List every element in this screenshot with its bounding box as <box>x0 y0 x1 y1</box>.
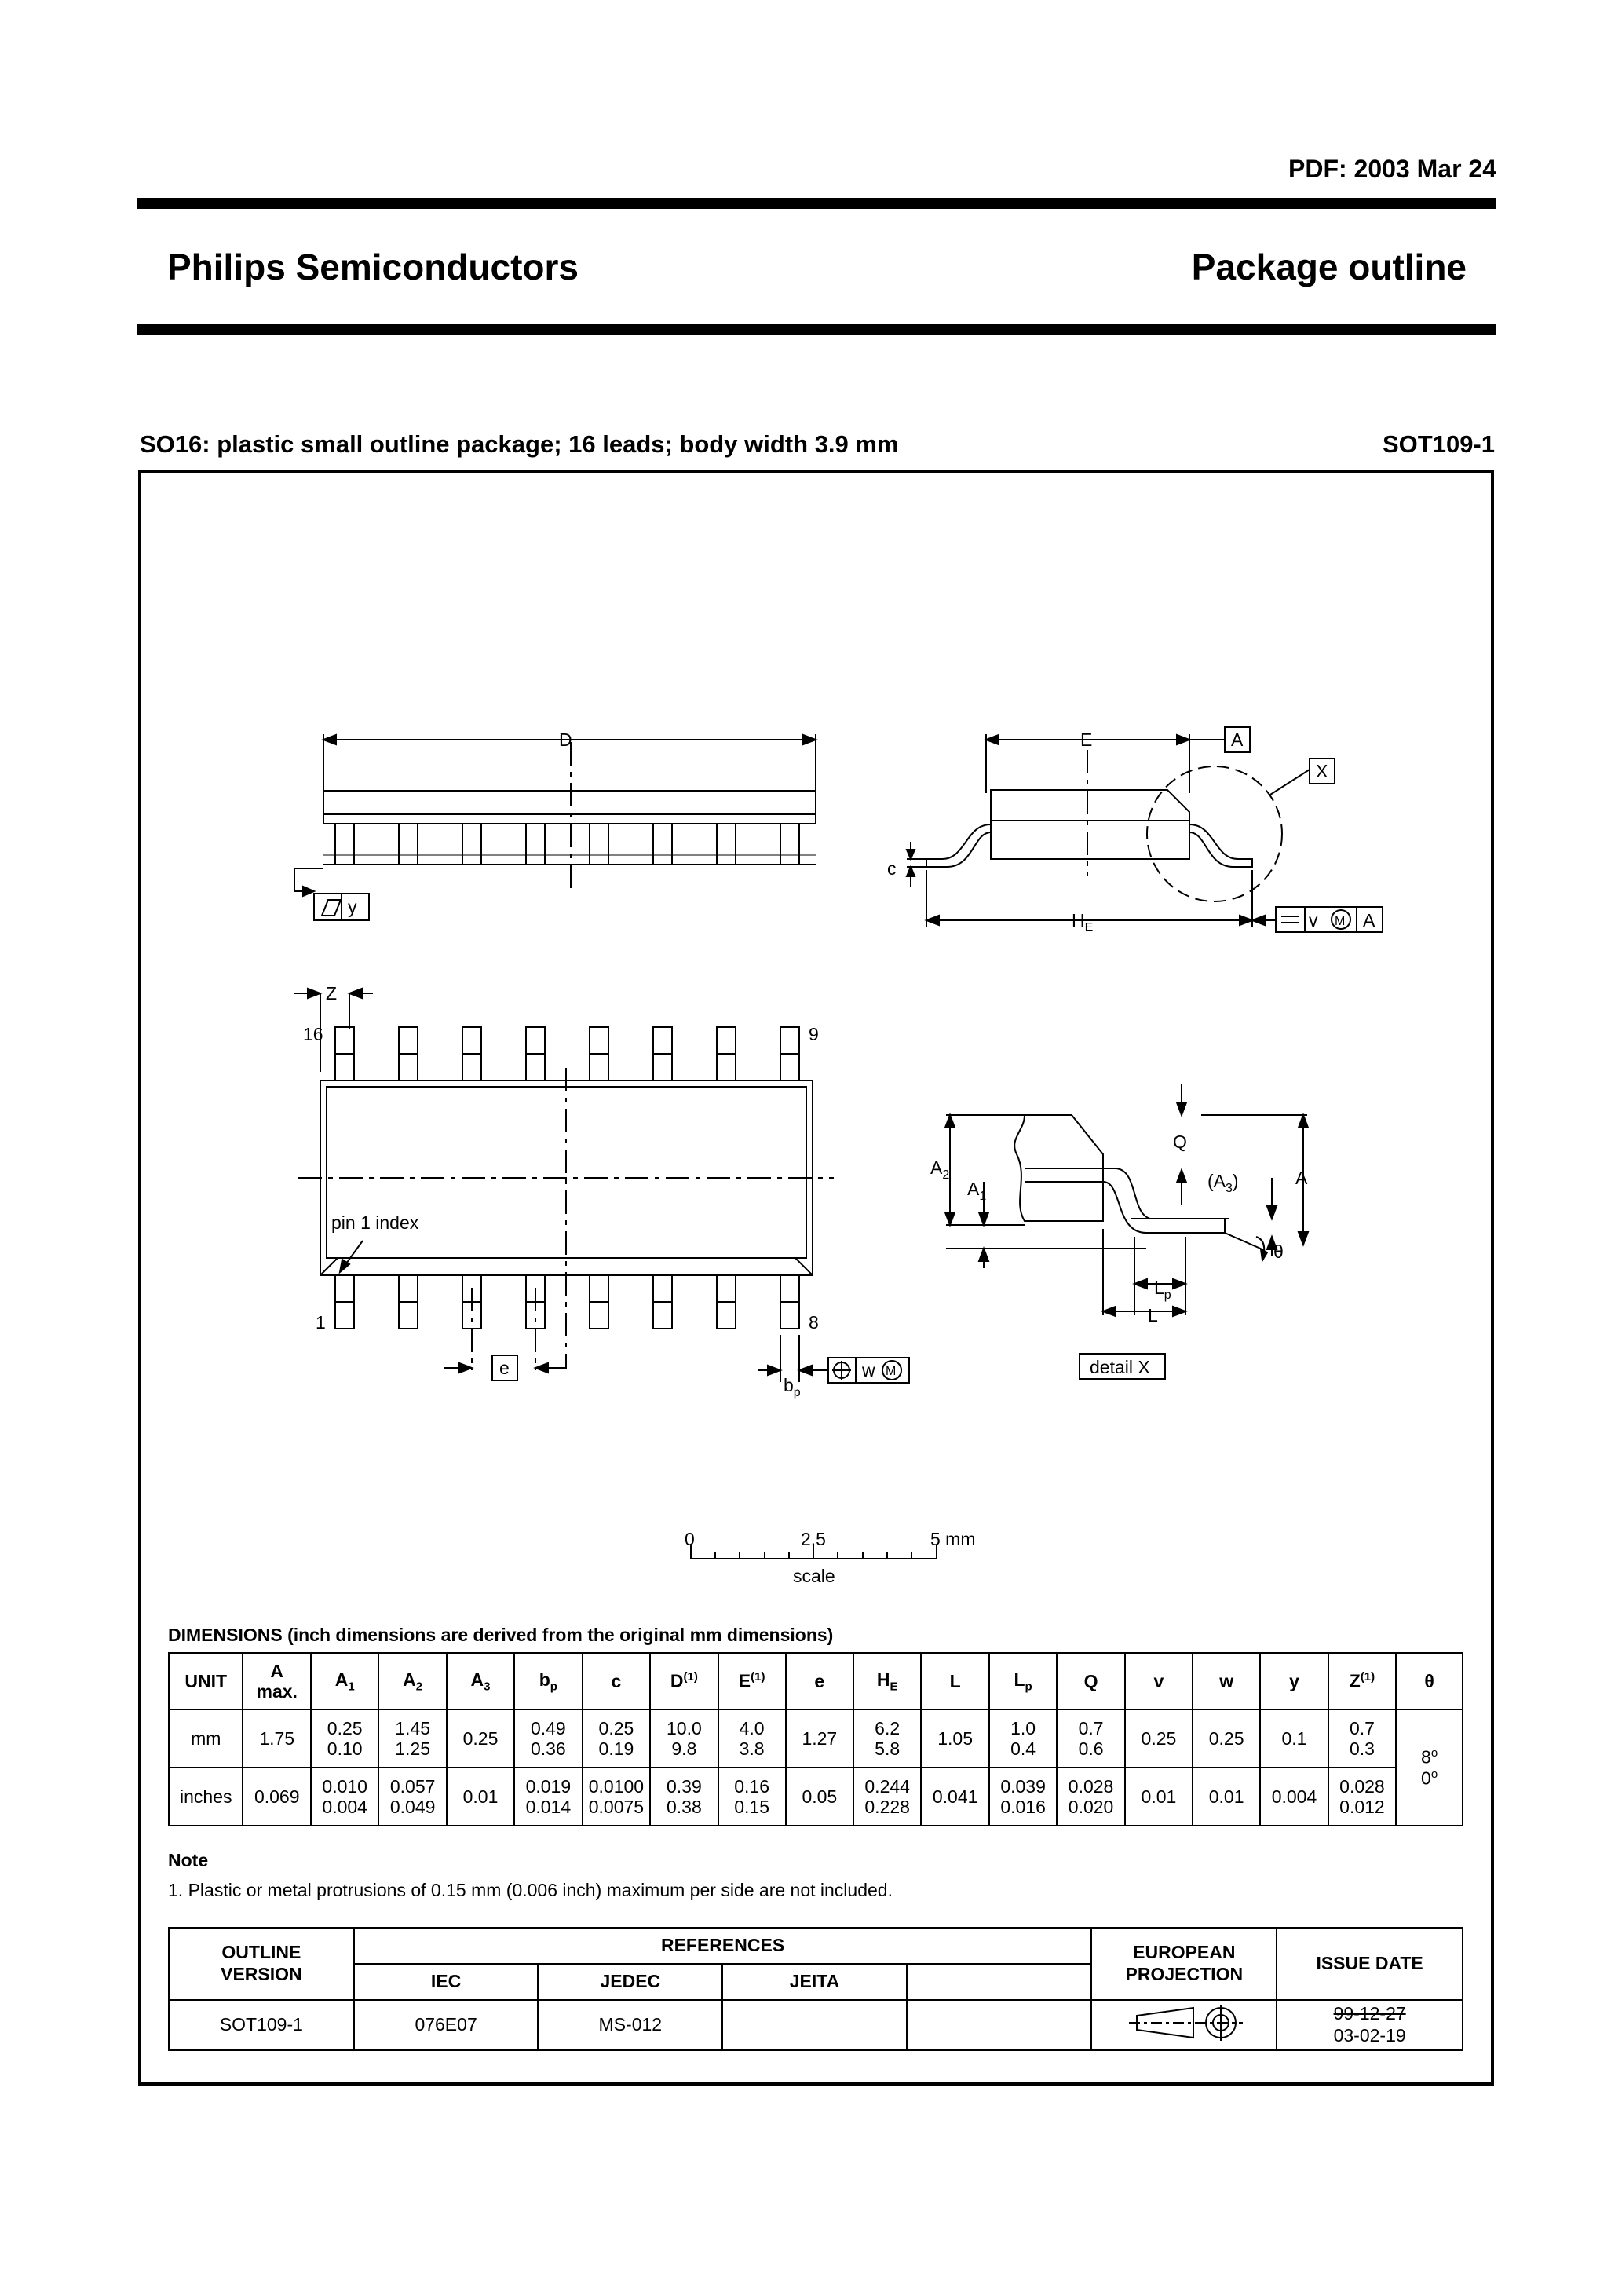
dim-header-cell: e <box>786 1653 853 1709</box>
scale-tick-5mm: 5 mm <box>930 1529 976 1549</box>
label-A2: $A_2$ <box>930 1157 950 1182</box>
label-w: w <box>862 1360 875 1380</box>
dim-value-cell: 0.244 0.228 <box>853 1768 921 1826</box>
blank-header <box>907 1964 1092 2000</box>
projection-symbol <box>1091 2000 1277 2050</box>
outline-version-header: OUTLINE VERSION <box>169 1928 354 2000</box>
label-A-datum: A <box>1231 729 1244 750</box>
label-Q: Q <box>1173 1132 1187 1152</box>
pdf-date: PDF: 2003 Mar 24 <box>1288 155 1496 183</box>
label-Lp: $L_p$ <box>1154 1278 1171 1302</box>
dim-value-cell: 1.75 <box>243 1709 310 1768</box>
dim-header-cell: $H_E$ <box>853 1653 921 1709</box>
dim-header-cell: $E^{(1)}$ <box>718 1653 786 1709</box>
label-e: e <box>499 1358 510 1378</box>
label-v: v <box>1309 910 1318 930</box>
dim-header-cell: $Z^{(1)}$ <box>1328 1653 1396 1709</box>
dim-unit-cell: mm <box>169 1709 243 1768</box>
dim-value-cell: 0.010 0.004 <box>311 1768 378 1826</box>
package-title: SO16: plastic small outline package; 16 leads; body width 3.9 mm <box>140 430 899 458</box>
label-y: y <box>348 897 357 917</box>
dim-value-cell: 0.039 0.016 <box>989 1768 1057 1826</box>
blank-value <box>907 2000 1092 2050</box>
dim-value-cell: 0.39 0.38 <box>650 1768 718 1826</box>
dim-header-cell: A max. <box>243 1653 310 1709</box>
dim-header-cell: w <box>1193 1653 1260 1709</box>
scale-label: scale <box>793 1566 835 1586</box>
dim-value-cell: 1.27 <box>786 1709 853 1768</box>
dim-value-cell: 1.45 1.25 <box>378 1709 446 1768</box>
dim-value-cell: 6.2 5.8 <box>853 1709 921 1768</box>
dim-value-cell: 4.0 3.8 <box>718 1709 786 1768</box>
dim-value-cell: 0.01 <box>1193 1768 1260 1826</box>
label-A1: $A_1$ <box>967 1179 987 1203</box>
dim-value-cell: 0.25 0.10 <box>311 1709 378 1768</box>
dim-header-cell: θ <box>1396 1653 1463 1709</box>
table-row <box>169 1709 1463 1768</box>
dim-header-cell: $A_3$ <box>447 1653 514 1709</box>
jeita-value <box>722 2000 907 2050</box>
label-detail-x: detail X <box>1090 1357 1150 1377</box>
company-name: Philips Semiconductors <box>167 247 579 287</box>
dim-value-cell: 0.05 <box>786 1768 853 1826</box>
jedec-value: MS-012 <box>538 2000 722 2050</box>
dim-header-cell: $A_1$ <box>311 1653 378 1709</box>
table-row <box>169 1768 1463 1826</box>
label-D: D <box>559 729 572 750</box>
jeita-header: JEITA <box>722 1964 907 2000</box>
dim-unit-cell: inches <box>169 1768 243 1826</box>
dim-header-cell: c <box>583 1653 651 1709</box>
note-title: Note <box>168 1850 209 1870</box>
issue-date-value <box>1277 2000 1463 2050</box>
dim-value-cell: 0.0100 0.0075 <box>583 1768 651 1826</box>
label-HE: $H_E$ <box>1072 910 1094 934</box>
dim-value-cell: 0.49 0.36 <box>514 1709 582 1768</box>
dim-header-cell: UNIT <box>169 1653 243 1709</box>
dim-value-cell: 0.7 0.6 <box>1057 1709 1124 1768</box>
label-pin-9: 9 <box>809 1024 819 1044</box>
projection-header: EUROPEAN PROJECTION <box>1091 1928 1277 2000</box>
issue-date-new: 03-02-19 <box>1333 2025 1406 2046</box>
label-c: c <box>887 858 897 879</box>
dim-header-cell: $A_2$ <box>378 1653 446 1709</box>
dim-value-cell: 0.25 0.19 <box>583 1709 651 1768</box>
dim-value-cell: 0.057 0.049 <box>378 1768 446 1826</box>
dim-value-cell: 0.019 0.014 <box>514 1768 582 1826</box>
iec-header: IEC <box>354 1964 539 2000</box>
dim-value-cell: 0.041 <box>921 1768 988 1826</box>
iec-value: 076E07 <box>354 2000 539 2050</box>
dim-value-cell: 1.05 <box>921 1709 988 1768</box>
dim-value-cell: 0.25 <box>1193 1709 1260 1768</box>
dim-header-cell: L <box>921 1653 988 1709</box>
label-bp: $b_p$ <box>784 1375 801 1399</box>
scale-tick-2-5: 2.5 <box>801 1529 826 1549</box>
dim-value-cell: 0.004 <box>1260 1768 1328 1826</box>
scale-tick-0: 0 <box>685 1529 695 1549</box>
dimensions-caption-rest: (inch dimensions are derived from the original mm dimensions) <box>287 1625 834 1645</box>
dim-value-cell: 0.01 <box>447 1768 514 1826</box>
label-pin-16: 16 <box>303 1024 323 1044</box>
label-pin-8: 8 <box>809 1312 819 1333</box>
package-code: SOT109-1 <box>1382 430 1495 458</box>
dim-value-cell: 0.01 <box>1125 1768 1193 1826</box>
european-projection-icon <box>1121 2003 1247 2042</box>
dim-value-cell: 0.069 <box>243 1768 310 1826</box>
references-header: REFERENCES <box>354 1928 1092 1964</box>
label-A-ref-v: A <box>1363 910 1375 930</box>
dim-value-cell: 1.0 0.4 <box>989 1709 1057 1768</box>
label-pin1-index: pin 1 index <box>331 1212 419 1233</box>
dim-value-cell: 0.1 <box>1260 1709 1328 1768</box>
dim-value-cell: 0.16 0.15 <box>718 1768 786 1826</box>
dim-header-cell: $D^{(1)}$ <box>650 1653 718 1709</box>
jedec-header: JEDEC <box>538 1964 722 2000</box>
dim-value-cell: 0.028 0.012 <box>1328 1768 1396 1826</box>
references-table <box>168 1927 1463 2051</box>
dim-header-cell: v <box>1125 1653 1193 1709</box>
dimensions-caption-bold: DIMENSIONS <box>168 1625 283 1645</box>
label-M-w: M <box>886 1365 897 1378</box>
dim-header-cell: $b_p$ <box>514 1653 582 1709</box>
label-M-v: M <box>1335 915 1346 928</box>
section-title: Package outline <box>1191 247 1467 287</box>
dim-value-cell: 0.028 0.020 <box>1057 1768 1124 1826</box>
dim-value-cell: 10.0 9.8 <box>650 1709 718 1768</box>
label-E: E <box>1080 729 1093 750</box>
dim-header-cell: $L_p$ <box>989 1653 1057 1709</box>
dim-header-cell: Q <box>1057 1653 1124 1709</box>
label-theta: θ <box>1273 1241 1284 1262</box>
dim-value-cell: 0.25 <box>447 1709 514 1768</box>
label-A: A <box>1295 1168 1308 1188</box>
dimensions-caption <box>168 1625 833 1646</box>
dim-header-cell: y <box>1260 1653 1328 1709</box>
dim-theta-cell: 8$^o$ 0$^o$ <box>1396 1709 1463 1826</box>
issue-date-old: 99-12-27 <box>1333 2003 1406 2024</box>
label-X-datum: X <box>1316 761 1328 781</box>
dim-value-cell: 0.7 0.3 <box>1328 1709 1396 1768</box>
label-pin-1: 1 <box>316 1312 326 1333</box>
dimensions-table <box>168 1652 1463 1826</box>
label-L: L <box>1148 1305 1158 1325</box>
label-Z: Z <box>326 983 338 1004</box>
outline-version-value: SOT109-1 <box>169 2000 354 2050</box>
issue-date-header: ISSUE DATE <box>1277 1928 1463 2000</box>
label-A3: $(A_3)$ <box>1207 1171 1239 1195</box>
note-text: 1. Plastic or metal protrusions of 0.15 mm (0.006 inch) maximum per side are not included. <box>168 1880 893 1900</box>
dim-value-cell: 0.25 <box>1125 1709 1193 1768</box>
